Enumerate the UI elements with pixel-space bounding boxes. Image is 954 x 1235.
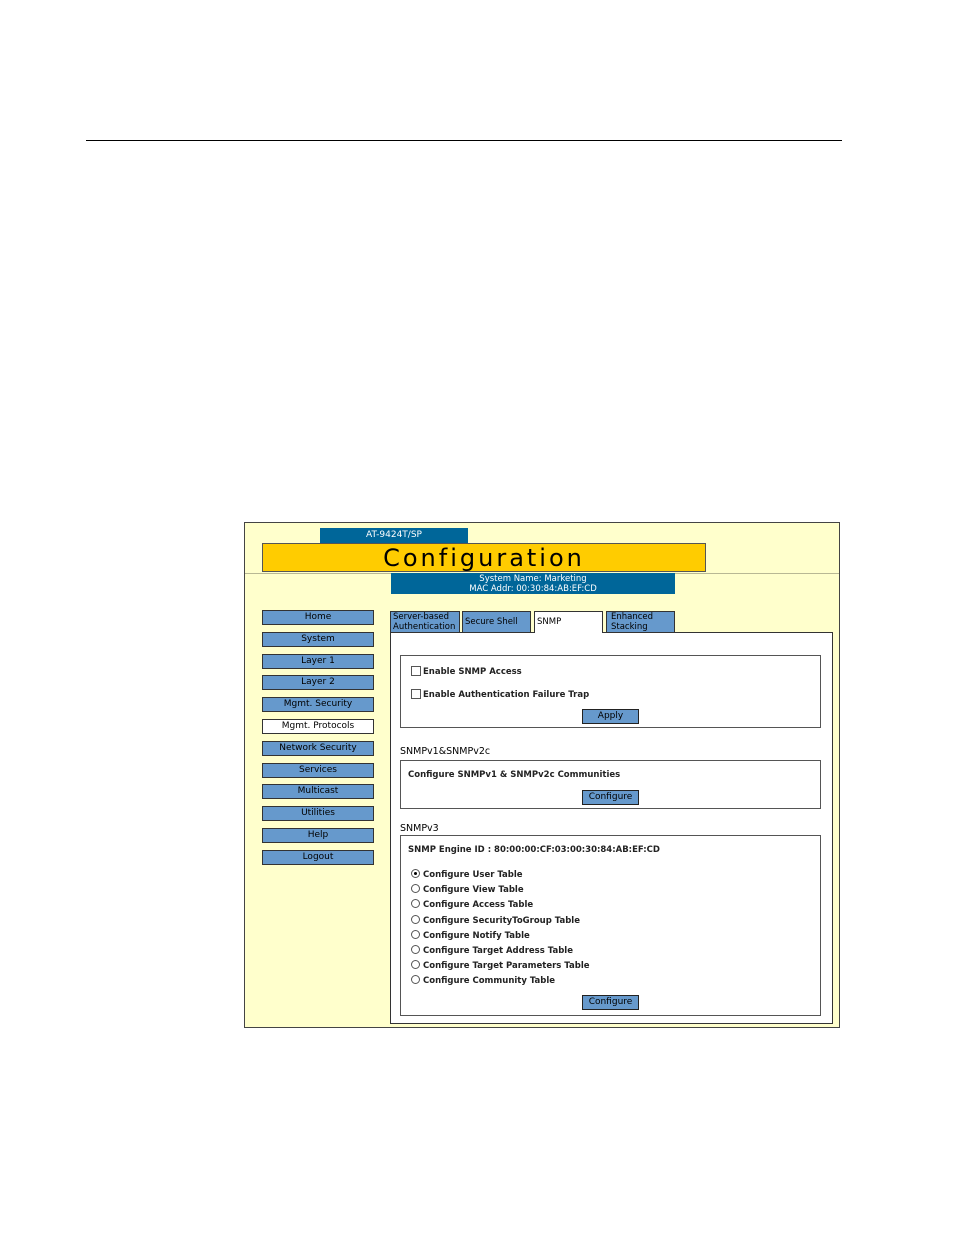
tab-enhanced-stacking[interactable] xyxy=(606,611,675,632)
tab-label-line1: Server-based xyxy=(393,612,450,622)
enable-snmp-access-label: Enable SNMP Access xyxy=(423,667,522,677)
radio-button[interactable] xyxy=(411,884,420,893)
apply-button[interactable]: Apply xyxy=(582,709,639,724)
tab-label: Secure Shell xyxy=(465,617,518,627)
tab-server-based-authentication[interactable] xyxy=(390,611,460,632)
nav-home[interactable]: Home xyxy=(262,610,374,625)
radio-button[interactable] xyxy=(411,869,420,878)
snmpv3-box xyxy=(400,835,821,1016)
enable-auth-trap-label: Enable Authentication Failure Trap xyxy=(423,690,590,700)
radio-label: Configure User Table xyxy=(423,870,523,880)
radio-securitytogroup-table[interactable] xyxy=(411,915,580,927)
snmp-access-box xyxy=(400,655,821,728)
configure-communities-button[interactable]: Configure xyxy=(582,790,639,805)
mac-address: MAC Addr: 00:30:84:AB:EF:CD xyxy=(469,584,597,594)
snmpv3-title: SNMPv3 xyxy=(400,823,439,834)
page-title: Configuration xyxy=(383,544,585,572)
nav-utilities[interactable]: Utilities xyxy=(262,806,374,821)
snmp-engine-id: SNMP Engine ID : 80:00:00:CF:03:00:30:84:AB:EF:CD xyxy=(408,845,660,855)
nav-help[interactable]: Help xyxy=(262,828,374,843)
nav-network-security[interactable]: Network Security xyxy=(262,741,374,756)
nav-multicast[interactable]: Multicast xyxy=(262,784,374,799)
enable-auth-trap-row[interactable] xyxy=(411,689,589,701)
radio-label: Configure Notify Table xyxy=(423,931,530,941)
nav-layer-2[interactable]: Layer 2 xyxy=(262,675,374,690)
screenshot-frame xyxy=(244,522,840,1028)
snmp-panel xyxy=(390,632,833,1024)
radio-button[interactable] xyxy=(411,930,420,939)
page-top-rule xyxy=(86,140,842,141)
nav-system[interactable]: System xyxy=(262,632,374,647)
radio-notify-table[interactable] xyxy=(411,930,530,942)
sidebar-nav xyxy=(262,610,374,872)
radio-button[interactable] xyxy=(411,915,420,924)
radio-target-address-table[interactable] xyxy=(411,945,573,957)
radio-label: Configure Target Address Table xyxy=(423,946,573,956)
snmpv1v2c-box xyxy=(400,760,821,809)
radio-community-table[interactable] xyxy=(411,975,555,987)
nav-services[interactable]: Services xyxy=(262,763,374,778)
radio-access-table[interactable] xyxy=(411,899,533,911)
tab-label-line1: Enhanced xyxy=(611,612,654,622)
radio-label: Configure Community Table xyxy=(423,976,556,986)
radio-label: Configure Target Parameters Table xyxy=(423,961,590,971)
radio-label: Configure View Table xyxy=(423,885,524,895)
tab-label-line2: Authentication xyxy=(393,621,456,632)
snmpv1v2c-text: Configure SNMPv1 & SNMPv2c Communities xyxy=(408,770,621,780)
nav-mgmt-protocols[interactable]: Mgmt. Protocols xyxy=(262,719,374,734)
system-name: System Name: Marketing xyxy=(479,574,587,584)
snmpv1v2c-title: SNMPv1&SNMPv2c xyxy=(400,746,491,757)
radio-user-table[interactable] xyxy=(411,869,523,881)
tab-label: SNMP xyxy=(537,617,562,627)
radio-button[interactable] xyxy=(411,975,420,984)
enable-snmp-access-row[interactable] xyxy=(411,666,522,678)
enable-auth-trap-checkbox[interactable] xyxy=(411,689,421,699)
tab-snmp[interactable] xyxy=(534,611,603,633)
enable-snmp-access-checkbox[interactable] xyxy=(411,666,421,676)
banner xyxy=(262,543,706,572)
radio-label: Configure Access Table xyxy=(423,900,534,910)
nav-layer-1[interactable]: Layer 1 xyxy=(262,654,374,669)
configure-v3-button[interactable]: Configure xyxy=(582,995,639,1010)
tab-label-line2: Stacking xyxy=(611,621,648,632)
model-label: AT-9424T/SP xyxy=(320,528,468,543)
nav-logout[interactable]: Logout xyxy=(262,850,374,865)
radio-button[interactable] xyxy=(411,945,420,954)
nav-mgmt-security[interactable]: Mgmt. Security xyxy=(262,697,374,712)
radio-button[interactable] xyxy=(411,899,420,908)
radio-label: Configure SecurityToGroup Table xyxy=(423,916,580,926)
radio-view-table[interactable] xyxy=(411,884,524,896)
tab-secure-shell[interactable] xyxy=(462,611,531,632)
radio-target-parameters-table[interactable] xyxy=(411,960,590,972)
radio-button[interactable] xyxy=(411,960,420,969)
system-info xyxy=(391,573,675,594)
